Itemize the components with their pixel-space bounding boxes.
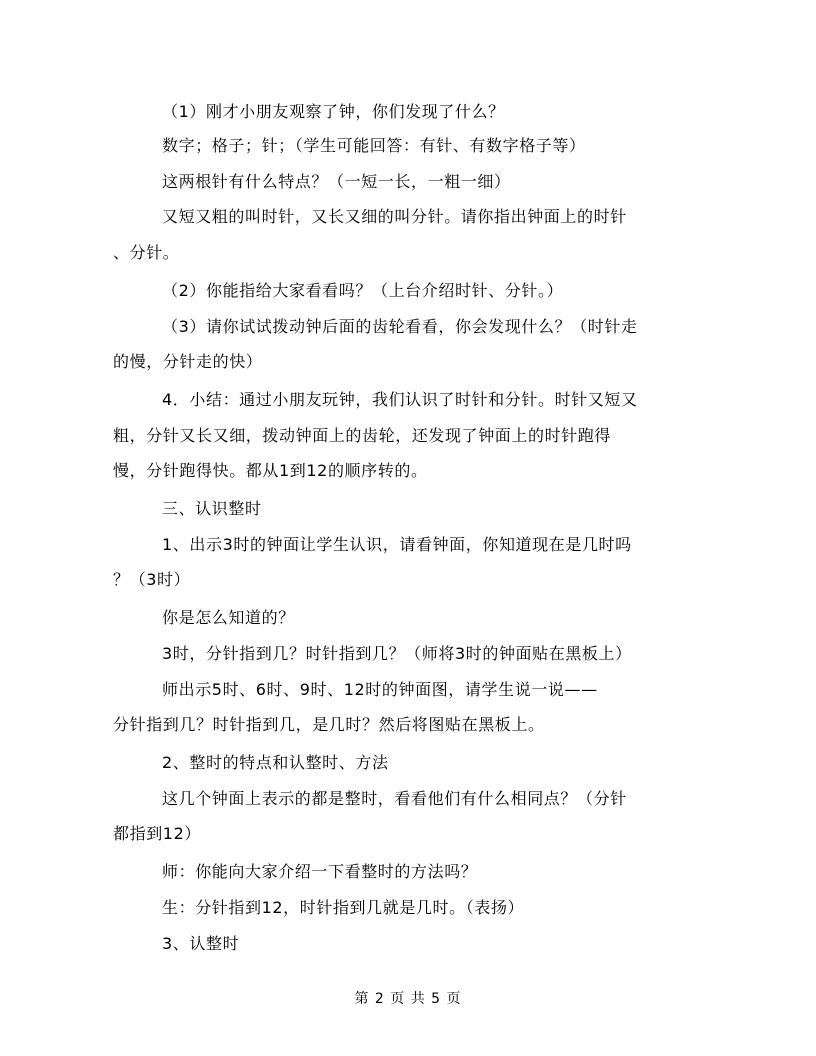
paragraph-line: 1、出示3时的钟面让学生认识，请看钟面，你知道现在是几时吗 — [162, 535, 632, 554]
paragraph-line: 这几个钟面上表示的都是整时，看看他们有什么相同点？（分针 — [162, 789, 627, 808]
paragraph-line: 师出示5时、6时、9时、12时的钟面图，请学生说一说—— — [162, 680, 598, 699]
paragraph-line: （2）你能指给大家看看吗？（上台介绍时针、分针。） — [162, 281, 564, 300]
paragraph-line: 这两根针有什么特点？（一短一长，一粗一细） — [162, 172, 511, 191]
paragraph-line: 你是怎么知道的？ — [162, 608, 295, 627]
paragraph-line: 、分针。 — [113, 243, 180, 262]
paragraph-line: 的慢，分针走的快） — [113, 352, 263, 371]
paragraph-line: （1）刚才小朋友观察了钟，你们发现了什么？ — [162, 102, 505, 121]
paragraph-line: 生：分针指到12，时针指到几就是几时。（表扬） — [162, 898, 525, 917]
paragraph-line: 2、整时的特点和认整时、方法 — [162, 753, 389, 772]
paragraph-line: 数字；格子；针；（学生可能回答：有针、有数字格子等） — [162, 136, 586, 155]
paragraph-line: 3时，分针指到几？时针指到几？（师将3时的钟面贴在黑板上） — [162, 644, 632, 663]
paragraph-line: （3）请你试试拨动钟后面的齿轮看看，你会发现什么？（时针走 — [162, 317, 638, 336]
paragraph-line: 3、认整时 — [162, 934, 240, 953]
paragraph-line: 4．小结：通过小朋友玩钟，我们认识了时针和分针。时针又短又 — [162, 390, 638, 409]
section-heading: 三、认识整时 — [162, 499, 262, 518]
page-number-footer: 第 2 页 共 5 页 — [354, 991, 462, 1007]
paragraph-line: 粗，分针又长又细，拨动钟面上的齿轮，还发现了钟面上的时针跑得 — [113, 426, 612, 445]
paragraph-line: 分针指到几？时针指到几，是几时？然后将图贴在黑板上。 — [113, 715, 545, 734]
paragraph-line: 师：你能向大家介绍一下看整时的方法吗？ — [162, 862, 478, 881]
paragraph-line: 又短又粗的叫时针，又长又细的叫分针。请你指出钟面上的时针 — [162, 207, 627, 226]
paragraph-line: ？（3时） — [113, 570, 191, 589]
paragraph-line: 都指到12） — [113, 824, 201, 843]
paragraph-line: 慢，分针跑得快。都从1到12的顺序转的。 — [113, 461, 428, 480]
